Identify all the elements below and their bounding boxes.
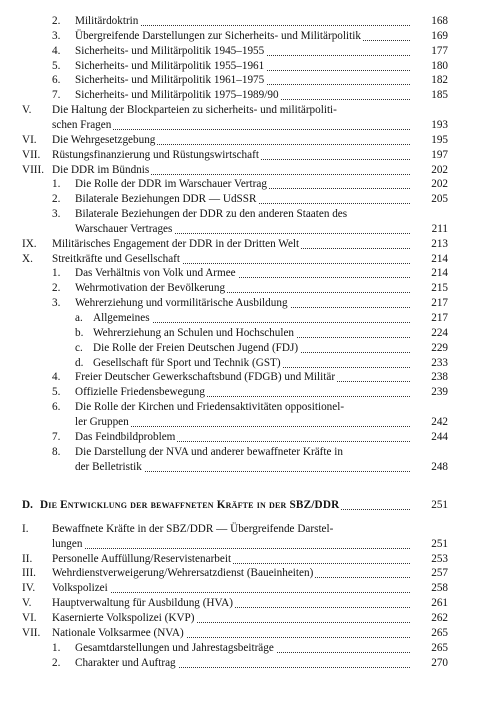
toc-title-text: Wehrmotivation der Bevölkerung: [75, 282, 226, 295]
toc-page-number: 214: [431, 267, 448, 280]
toc-row: [0, 103, 479, 117]
toc-title-text: Allgemeines: [93, 312, 150, 324]
toc-section-number: VII.: [22, 626, 41, 639]
toc-page-number: 251: [431, 499, 448, 512]
toc-row: [0, 626, 479, 640]
toc-row: [0, 537, 479, 551]
toc-title-text: Rüstungsfinanzierung und Rüstungswirtschaft: [52, 148, 259, 161]
toc-title-text: Sicherheits- und Militärpolitik 1961–1975: [75, 74, 265, 87]
toc-row: [0, 207, 479, 221]
toc-title-text: Wehrdienstverweigerung/Wehrersatzdienst (Baueinheiten): [52, 567, 314, 580]
toc-item-number: 5.: [52, 59, 61, 72]
toc-page-number: 253: [431, 552, 448, 565]
toc-page-number: 251: [431, 537, 448, 550]
toc-title-text: Das Feindbildproblem: [75, 430, 176, 443]
toc-title-line: [75, 29, 410, 43]
toc-page-number: 202: [431, 163, 448, 176]
toc-page-number: 211: [431, 222, 448, 235]
toc-section-number: X.: [22, 252, 33, 265]
toc-section-number: VI.: [22, 133, 37, 146]
toc-item-number: c.: [75, 341, 83, 354]
toc-row: [0, 133, 479, 147]
toc-row: [0, 522, 479, 536]
toc-title-text: Sicherheits- und Militärpolitik 1945–1955: [75, 44, 265, 57]
toc-title-text: Die Rolle der Kirchen und Friedensaktivitäten oppositionel-: [75, 401, 345, 414]
toc-section-number: VI.: [22, 611, 37, 624]
toc-page-number: 229: [431, 341, 448, 354]
toc-row: [0, 385, 479, 399]
toc-page-number: 177: [431, 44, 448, 57]
toc-title-text: Personelle Auffüllung/Reservistenarbeit: [52, 552, 232, 565]
toc-row: [0, 237, 479, 251]
toc-row: [0, 356, 479, 370]
toc-title-text: Übergreifende Darstellungen zur Sicherheits- und Militärpolitik: [75, 29, 361, 42]
toc-title-text: Die Wehrgesetzgebung: [52, 133, 156, 146]
toc-title-text: Gesamtdarstellungen und Jahrestagsbeiträge: [75, 641, 274, 654]
toc-title-text: Militärisches Engagement der DDR in der Dritten Welt: [52, 237, 300, 250]
toc-title-text: Das Verhältnis von Volk und Armee: [75, 267, 236, 280]
toc-row: [0, 44, 479, 58]
toc-page-number: 197: [431, 148, 448, 161]
toc-title-line: [75, 207, 448, 221]
toc-page-number: 169: [431, 29, 448, 42]
toc-row: [0, 498, 479, 512]
toc-row: [0, 430, 479, 444]
toc-title-text: Kasernierte Volkspolizei (KVP): [52, 611, 195, 624]
toc-title-line: [75, 400, 448, 414]
toc-page-number: 242: [431, 415, 448, 428]
toc-row: [0, 566, 479, 580]
toc-item-number: 2.: [52, 656, 61, 669]
toc-title-text: Nationale Volksarmee (NVA): [52, 626, 184, 639]
toc-page-number: 233: [431, 356, 448, 369]
toc-section-number: VII.: [22, 148, 41, 161]
toc-title-text: ler Gruppen: [75, 415, 129, 428]
toc-page-number: 258: [431, 582, 448, 595]
toc-page-number: 193: [431, 118, 448, 131]
toc-title-text: Bewaffnete Kräfte in der SBZ/DDR — Übergreifende Darstel-: [52, 522, 334, 535]
toc-item-number: 6.: [52, 74, 61, 87]
toc-page-number: 213: [431, 237, 448, 250]
toc-item-number: a.: [75, 312, 83, 324]
toc-row: [0, 326, 479, 340]
toc-page-number: 265: [431, 626, 448, 639]
toc-row: [0, 415, 479, 429]
toc-title-text: Militärdoktrin: [75, 15, 139, 27]
toc-row: [0, 192, 479, 206]
toc-title-text: Charakter und Auftrag: [75, 656, 176, 669]
toc-section-number: I.: [22, 522, 29, 535]
toc-title-text: Offizielle Friedensbewegung: [75, 386, 205, 399]
toc-page-number: 217: [431, 297, 448, 310]
toc-row: [0, 222, 479, 236]
toc-row: [0, 581, 479, 595]
toc-title-text: Sicherheits- und Militärpolitik 1975–1989/90: [75, 89, 279, 102]
toc-row: [0, 118, 479, 132]
toc-title-text: Volkspolizei: [52, 582, 108, 595]
toc-item-number: 4.: [52, 44, 61, 57]
toc-page-number: 168: [431, 15, 448, 27]
toc-page-number: 244: [431, 430, 448, 443]
toc-row: [0, 611, 479, 625]
toc-row: [0, 445, 479, 459]
toc-title-text: Bilaterale Beziehungen DDR — UdSSR: [75, 193, 257, 206]
toc-item-number: 7.: [52, 89, 61, 102]
toc-page-number: 185: [431, 89, 448, 102]
toc-title-text: Warschauer Vertrages: [75, 222, 173, 235]
toc-page-number: 239: [431, 386, 448, 399]
toc-title-text: Die Haltung der Blockparteien zu sicherheits- und militärpoliti-: [52, 104, 337, 117]
toc-page-number: 205: [431, 193, 448, 206]
toc-row: [0, 59, 479, 73]
toc-title-text: schen Fragen: [52, 118, 112, 131]
toc-row: [0, 29, 479, 43]
toc-row: [0, 552, 479, 566]
toc-row: [0, 341, 479, 355]
toc-row: [0, 88, 479, 102]
toc-title-line: [52, 103, 448, 117]
toc-item-number: d.: [75, 356, 84, 369]
toc-item-number: 2.: [52, 282, 61, 295]
toc-section-number: IV.: [22, 582, 36, 595]
toc-item-number: 3.: [52, 297, 61, 310]
toc-item-number: 6.: [52, 401, 61, 414]
toc-title-text: Bilaterale Beziehungen der DDR zu den anderen Staaten des: [75, 208, 348, 221]
toc-item-number: 2.: [52, 193, 61, 206]
toc-title-text: Wehrerziehung an Schulen und Hochschulen: [93, 326, 295, 339]
toc-row: [0, 596, 479, 610]
toc-row: [0, 252, 479, 266]
toc-title-text: Gesellschaft für Sport und Technik (GST): [93, 356, 281, 369]
toc-title-text: Die Rolle der DDR im Warschauer Vertrag: [75, 178, 267, 191]
toc-row: [0, 281, 479, 295]
toc-page-number: 257: [431, 567, 448, 580]
dot-leader: [52, 548, 410, 549]
toc-page-number: 238: [431, 371, 448, 384]
toc-section-number: D.: [22, 499, 33, 512]
toc-row: [0, 370, 479, 384]
toc-page-number: 261: [431, 597, 448, 610]
toc-item-number: b.: [75, 326, 84, 339]
toc-row: [0, 14, 479, 28]
toc-page-number: 270: [431, 656, 448, 669]
toc-title-text: Hauptverwaltung für Ausbildung (HVA): [52, 597, 233, 610]
toc-item-number: 1.: [52, 267, 61, 280]
toc-item-number: 3.: [52, 208, 61, 221]
toc-item-number: 2.: [52, 15, 61, 27]
toc-row: [0, 400, 479, 414]
toc-item-number: 3.: [52, 29, 61, 42]
toc-title-line: [75, 445, 448, 459]
toc-row: [0, 177, 479, 191]
toc-page-number: 182: [431, 74, 448, 87]
toc-title-text: Streitkräfte und Gesellschaft: [52, 252, 180, 265]
toc-title-text: Die Darstellung der NVA und anderer bewaffneter Kräfte in: [75, 445, 343, 458]
toc-title-text: der Belletristik: [75, 460, 142, 473]
toc-row: [0, 460, 479, 474]
toc-section-number: V.: [22, 597, 32, 610]
toc-row: [0, 296, 479, 310]
toc-row: [0, 641, 479, 655]
toc-title-text: Die Entwicklung der bewaffneten Kräfte in der SBZ/DDR: [40, 499, 340, 512]
toc-row: [0, 656, 479, 670]
toc-title-text: Die DDR im Bündnis: [52, 163, 150, 176]
toc-row: [0, 311, 479, 325]
toc-row: [0, 148, 479, 162]
toc-title-line: [52, 522, 448, 536]
toc-page-number: 180: [431, 59, 448, 72]
toc-row: [0, 73, 479, 87]
toc-page-number: 217: [431, 312, 448, 324]
toc-item-number: 4.: [52, 371, 61, 384]
toc-row: [0, 163, 479, 177]
toc-section-number: IX.: [22, 237, 37, 250]
toc-item-number: 8.: [52, 445, 61, 458]
toc-page-number: 265: [431, 641, 448, 654]
toc-title-text: Sicherheits- und Militärpolitik 1955–1961: [75, 59, 265, 72]
toc-item-number: 7.: [52, 430, 61, 443]
toc-item-number: 1.: [52, 641, 61, 654]
toc-item-number: 1.: [52, 178, 61, 191]
toc-title-text: Die Rolle der Freien Deutschen Jugend (FDJ): [93, 341, 299, 354]
toc-row: [0, 266, 479, 280]
toc-page-number: 248: [431, 460, 448, 473]
toc-page-number: 195: [431, 133, 448, 146]
toc-section-number: VIII.: [22, 163, 45, 176]
toc-page-number: 224: [431, 326, 448, 339]
toc-title-text: lungen: [52, 537, 83, 550]
toc-item-number: 5.: [52, 386, 61, 399]
toc-title-text: Wehrerziehung und vormilitärische Ausbildung: [75, 297, 288, 310]
toc-page-number: 262: [431, 611, 448, 624]
toc-page-number: 214: [431, 252, 448, 265]
toc-section-number: III.: [22, 567, 36, 580]
toc-section-number: II.: [22, 552, 33, 565]
toc-page-number: 215: [431, 282, 448, 295]
toc-title-text: Freier Deutscher Gewerkschaftsbund (FDGB) und Militär: [75, 371, 336, 384]
toc-page-number: 202: [431, 178, 448, 191]
toc-section-number: V.: [22, 104, 32, 117]
